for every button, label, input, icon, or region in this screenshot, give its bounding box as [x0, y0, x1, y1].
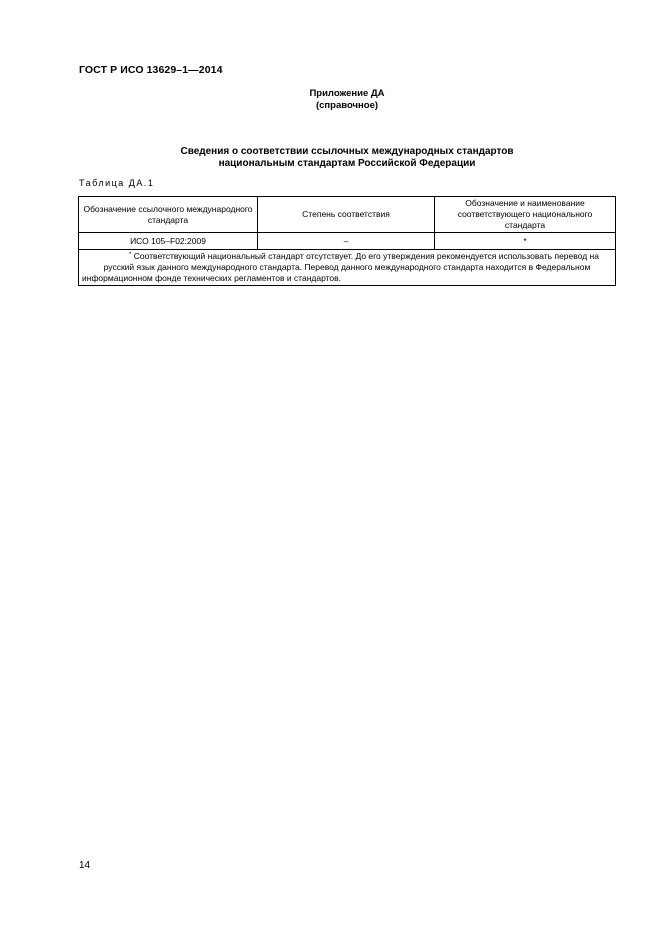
- appendix-subtitle: (справочное): [315, 100, 379, 111]
- table-row: [79, 233, 616, 250]
- section-title: [0, 146, 661, 170]
- appendix-heading: [0, 88, 661, 112]
- table-caption: Таблица ДА.1: [79, 178, 155, 188]
- table-header-row: [79, 197, 616, 233]
- table-footnote-row: [79, 250, 616, 286]
- cell-national: *: [435, 233, 616, 250]
- page-number: 14: [79, 860, 91, 871]
- footnote-text: Соответствующий национальный стандарт отсутствует. До его утверждения рекомендуется использовать перевод на русский язык данного международного стандарта. Перевод данного международного стандарта находится в Федеральном информационном фонде технических регламентов и стандартов.: [82, 251, 599, 283]
- cell-degree: –: [258, 233, 435, 250]
- footnote-mark: *: [129, 252, 132, 258]
- correspondence-table: [78, 196, 616, 286]
- appendix-title: Приложение ДА: [309, 88, 385, 99]
- table-footnote: [79, 250, 616, 286]
- header-degree-of-correspondence: Степень соответствия: [258, 197, 435, 233]
- section-title-line-1: Сведения о соответствии ссылочных международных стандартов: [180, 146, 514, 157]
- header-national-standard: Обозначение и наименование соответствующего национального стандарта: [435, 197, 616, 233]
- section-title-line-2: национальным стандартам Российской Федерации: [218, 158, 476, 169]
- document-code: ГОСТ Р ИСО 13629–1—2014: [79, 64, 223, 76]
- cell-standard: ИСО 105–F02:2009: [79, 233, 258, 250]
- header-international-standard: Обозначение ссылочного международного стандарта: [79, 197, 258, 233]
